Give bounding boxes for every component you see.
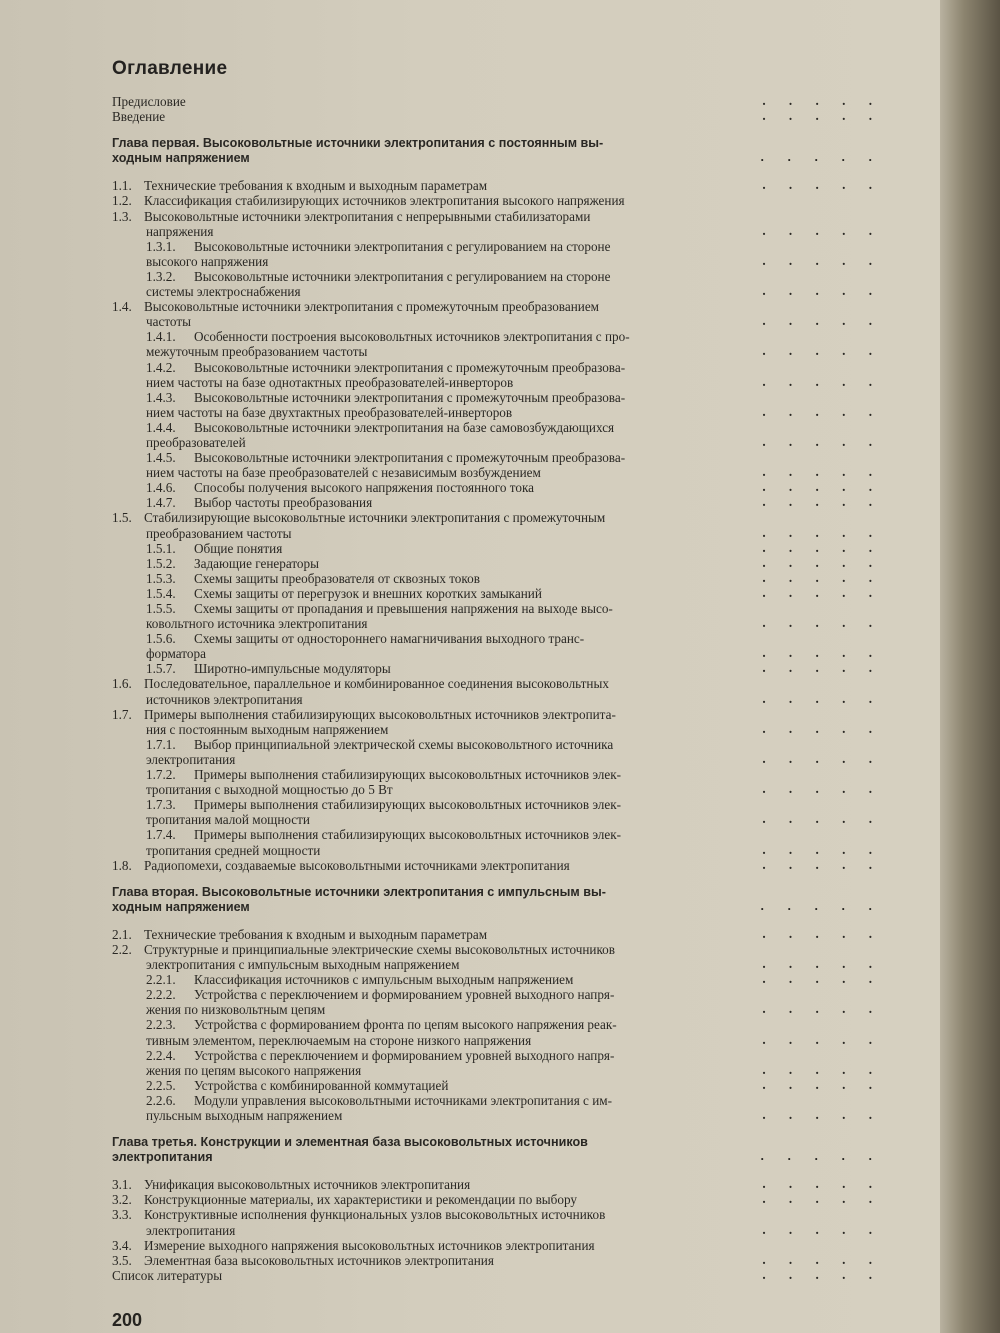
- toc-entry: [112, 510, 882, 525]
- toc-entry: [112, 495, 882, 510]
- toc-entry-number: 2.2.1.: [146, 972, 176, 988]
- toc-entry-number: 2.2.5.: [146, 1077, 176, 1093]
- toc-entry: [112, 284, 882, 299]
- toc-entry: [112, 601, 882, 616]
- dot-leader: . . . . .: [762, 1077, 882, 1092]
- toc-entry-text: Широтно-импульсные модуляторы: [194, 661, 391, 677]
- toc-entry-text: Высоковольтные источники электропитания с регулированием на стороне: [194, 238, 611, 254]
- toc-entry-number: 1.4.1.: [146, 329, 176, 345]
- toc-entry-text: Элементная база высоковольтных источников электропитания: [144, 1252, 494, 1268]
- toc-entry-text: Введение: [112, 109, 166, 125]
- toc-entry-text: Высоковольтные источники электропитания с промежуточным преобразова-: [194, 389, 626, 405]
- toc-entry-text: нием частоты на базе преобразователей с независимым возбуждением: [146, 465, 541, 481]
- toc-entry-text: Технические требования к входным и выходным параметрам: [144, 926, 488, 942]
- toc-entry: [112, 1177, 882, 1192]
- dot-leader: . . . . .: [762, 691, 882, 706]
- toc-entry-number: 1.4.7.: [146, 495, 176, 511]
- dot-leader: . . . . .: [762, 465, 882, 480]
- dot-leader: . . . . .: [762, 540, 882, 555]
- toc-entry: [112, 1048, 882, 1063]
- toc-entry-number: 2.1.: [112, 926, 132, 942]
- toc-entry-number: 3.2.: [112, 1192, 132, 1208]
- toc-entry-text: Технические требования к входным и выходным параметрам: [144, 178, 488, 194]
- toc-entry: [112, 1002, 882, 1017]
- toc-entry-text: преобразованием частоты: [146, 525, 292, 541]
- toc-entry-text: Устройства с переключением и формированием уровней выходного напря-: [194, 1047, 615, 1063]
- dot-leader: . . . . .: [762, 404, 882, 419]
- dot-leader: . . . . .: [760, 899, 882, 913]
- toc-entry: [112, 405, 882, 420]
- toc-entry: [112, 1017, 882, 1032]
- toc-entry: [112, 571, 882, 586]
- toc-entry-number: 1.3.: [112, 208, 132, 224]
- toc-entry-text: Измерение выходного напряжения высоковольтных источников электропитания: [144, 1237, 595, 1253]
- dot-leader: . . . . .: [762, 1032, 882, 1047]
- dot-leader: . . . . .: [762, 782, 882, 797]
- toc-entry: [112, 767, 882, 782]
- toc-entry-text: тивным элементом, переключаемым на стороне низкого напряжения: [146, 1032, 532, 1048]
- toc-entry-text: Примеры выполнения стабилизирующих высоковольтных источников элек-: [194, 797, 622, 813]
- toc-entry-number: 1.5.6.: [146, 631, 176, 647]
- toc-entry-number: 2.2.4.: [146, 1047, 176, 1063]
- toc-entry-text: Высоковольтные источники электропитания с регулированием на стороне: [194, 268, 611, 284]
- toc-entry-text: Модули управления высоковольтными источниками электропитания с им-: [194, 1092, 612, 1108]
- dot-leader: . . . . .: [762, 525, 882, 540]
- toc-entry: [112, 1078, 882, 1093]
- dot-leader: . . . . .: [762, 223, 882, 238]
- toc-entry: [112, 193, 882, 208]
- page-number: 200: [112, 1310, 143, 1330]
- toc-entry-text: жения по цепям высокого напряжения: [146, 1062, 362, 1078]
- dot-leader: . . . . .: [762, 1062, 882, 1077]
- toc-entry-text: нием частоты на базе двухтактных преобразователей-инверторов: [146, 404, 513, 420]
- toc-entry: [112, 1207, 882, 1222]
- toc-entry: [112, 661, 882, 676]
- toc-chapter-line: [112, 136, 882, 151]
- toc-entry-number: 3.5.: [112, 1252, 132, 1268]
- toc-entry-text: пульсным выходным напряжением: [146, 1108, 343, 1123]
- toc-entry: [112, 299, 882, 314]
- toc-entry-text: электропитания: [112, 1150, 213, 1165]
- toc-entry: [112, 344, 882, 359]
- toc-list: [112, 94, 882, 1283]
- toc-entry-number: 1.4.4.: [146, 419, 176, 435]
- toc-entry-text: Устройства с формированием фронта по цепям высокого напряжения реак-: [194, 1017, 617, 1033]
- toc-chapter-line: [112, 1135, 882, 1150]
- toc-entry-text: Устройства с комбинированной коммутацией: [194, 1077, 449, 1093]
- toc-entry: [112, 375, 882, 390]
- toc-entry: [112, 1063, 882, 1078]
- toc-entry-text: Выбор принципиальной электрической схемы высоковольтного источника: [194, 736, 614, 752]
- toc-entry: [112, 269, 882, 284]
- toc-entry-text: Высоковольтные источники электропитания с промежуточным преобразова-: [194, 359, 626, 375]
- toc-entry-text: Стабилизирующие высоковольтные источники электропитания с промежуточным: [144, 510, 606, 526]
- dot-leader: . . . . .: [762, 1177, 882, 1192]
- toc-entry: [112, 239, 882, 254]
- dot-leader: . . . . .: [762, 857, 882, 872]
- toc-entry: [112, 526, 882, 541]
- toc-entry-number: 2.2.: [112, 941, 132, 957]
- toc-entry-text: Глава вторая. Высоковольтные источники электропитания с импульсным вы-: [112, 884, 606, 899]
- toc-entry-number: 1.5.7.: [146, 661, 176, 677]
- toc-entry: [112, 812, 882, 827]
- toc-entry-text: Структурные и принципиальные электрические схемы высоковольтных источников: [144, 941, 616, 957]
- toc-entry-text: системы электроснабжения: [146, 284, 301, 300]
- toc-entry: [112, 797, 882, 812]
- dot-leader: . . . . .: [760, 1150, 882, 1164]
- toc-entry-text: Схемы защиты от пропадания и превышения напряжения на выходе высо-: [194, 601, 613, 616]
- toc-entry-text: жения по низковольтным цепям: [146, 1002, 326, 1018]
- toc-entry-number: 3.4.: [112, 1237, 132, 1253]
- dot-leader: . . . . .: [762, 1267, 882, 1282]
- toc-entry-text: Конструктивные исполнения функциональных узлов высоковольтных источников: [144, 1207, 606, 1223]
- dot-leader: . . . . .: [762, 109, 882, 124]
- toc-entry: [112, 1093, 882, 1108]
- toc-entry-text: Список литературы: [112, 1267, 223, 1283]
- toc-entry-number: 1.7.: [112, 706, 132, 722]
- toc-entry: [112, 1108, 882, 1123]
- toc-entry: [112, 420, 882, 435]
- dot-leader: . . . . .: [762, 94, 882, 108]
- dot-leader: . . . . .: [762, 434, 882, 449]
- toc-entry-number: 1.5.2.: [146, 555, 176, 571]
- toc-entry: [112, 556, 882, 571]
- dot-leader: . . . . .: [762, 661, 882, 676]
- toc-entry-text: Примеры выполнения стабилизирующих высоковольтных источников элек-: [194, 767, 622, 783]
- toc-entry: [112, 209, 882, 224]
- toc-entry: [112, 480, 882, 495]
- toc-entry: [112, 631, 882, 646]
- toc-entry-text: электропитания с импульсным выходным напряжением: [146, 957, 460, 973]
- toc-entry-text: ходным напряжением: [112, 151, 250, 166]
- dot-leader: . . . . .: [762, 1002, 882, 1017]
- toc-entry: [112, 987, 882, 1002]
- toc-entry: [112, 329, 882, 344]
- toc-entry-text: Схемы защиты от одностороннего намагничивания выходного транс-: [194, 631, 585, 647]
- toc-entry-text: Высоковольтные источники электропитания с промежуточным преобразова-: [194, 450, 626, 466]
- toc-entry-text: Высоковольтные источники электропитания на базе самовозбуждающихся: [194, 419, 615, 435]
- toc-entry-text: Высоковольтные источники электропитания с непрерывными стабилизаторами: [144, 208, 591, 224]
- toc-entry: [112, 435, 882, 450]
- toc-entry: [112, 360, 882, 375]
- toc-entry-text: высокого напряжения: [146, 253, 269, 269]
- dot-leader: . . . . .: [762, 480, 882, 495]
- toc-entry-number: 1.5.4.: [146, 585, 176, 601]
- toc-entry-text: Выбор частоты преобразования: [194, 495, 373, 511]
- toc-entry: [112, 450, 882, 465]
- toc-entry: [112, 586, 882, 601]
- dot-leader: . . . . .: [762, 1222, 882, 1237]
- dot-leader: . . . . .: [762, 253, 882, 268]
- toc-entry: [112, 1223, 882, 1238]
- toc-entry-number: 1.7.2.: [146, 767, 176, 783]
- toc-entry-text: преобразователей: [146, 434, 246, 450]
- toc-entry-text: Унификация высоковольтных источников электропитания: [144, 1177, 471, 1193]
- toc-entry-number: 1.5.1.: [146, 540, 176, 556]
- dot-leader: . . . . .: [762, 842, 882, 857]
- dot-leader: . . . . .: [762, 721, 882, 736]
- toc-entry-text: Высоковольтные источники электропитания с промежуточным преобразованием: [144, 299, 600, 315]
- toc-entry: [112, 178, 882, 193]
- toc-entry: [112, 1192, 882, 1207]
- toc-entry-text: форматора: [146, 646, 206, 662]
- toc-entry: [112, 942, 882, 957]
- dot-leader: . . . . .: [762, 616, 882, 631]
- toc-entry-text: Глава третья. Конструкции и элементная база высоковольтных источников: [112, 1135, 588, 1150]
- toc-chapter-line: [112, 900, 882, 915]
- toc-entry-number: 1.5.5.: [146, 601, 176, 616]
- dot-leader: . . . . .: [762, 570, 882, 585]
- toc-entry: [112, 827, 882, 842]
- toc-entry-text: тропитания с выходной мощностью до 5 Вт: [146, 782, 393, 798]
- toc-entry-text: Последовательное, параллельное и комбинированное соединения высоковольтных: [144, 676, 609, 692]
- toc-entry-number: 1.2.: [112, 193, 132, 209]
- toc-chapter-line: [112, 885, 882, 900]
- dot-leader: . . . . .: [762, 1192, 882, 1207]
- toc-entry-text: Глава первая. Высоковольтные источники электропитания с постоянным вы-: [112, 136, 604, 151]
- toc-entry: [112, 752, 882, 767]
- toc-entry-number: 1.3.2.: [146, 268, 176, 284]
- toc-entry: [112, 541, 882, 556]
- dot-leader: . . . . .: [762, 1108, 882, 1122]
- toc-entry: [112, 843, 882, 858]
- toc-entry-text: Задающие генераторы: [194, 555, 319, 571]
- toc-entry-text: источников электропитания: [146, 691, 303, 707]
- toc-entry-text: электропитания: [146, 1222, 236, 1238]
- toc-entry: [112, 224, 882, 239]
- toc-entry: [112, 927, 882, 942]
- toc-entry: [112, 722, 882, 737]
- toc-entry: [112, 1033, 882, 1048]
- toc-entry-number: 1.4.2.: [146, 359, 176, 375]
- toc-entry-number: 1.4.: [112, 299, 132, 315]
- toc-chapter-line: [112, 1150, 882, 1165]
- toc-entry-number: 1.5.3.: [146, 570, 176, 586]
- toc-entry: [112, 858, 882, 873]
- toc-entry-number: 1.7.1.: [146, 736, 176, 752]
- toc-entry-text: ковольтного источника электропитания: [146, 616, 368, 632]
- toc-entry-number: 1.4.5.: [146, 450, 176, 466]
- toc-entry-text: межуточным преобразованием частоты: [146, 344, 368, 360]
- toc-entry-text: Радиопомехи, создаваемые высоковольтными источниками электропитания: [144, 857, 570, 873]
- toc-entry-text: ходным напряжением: [112, 899, 250, 914]
- toc-entry-number: 1.4.3.: [146, 389, 176, 405]
- toc-entry-text: Особенности построения высоковольтных источников электропитания с про-: [194, 329, 630, 345]
- toc-entry-number: 1.5.: [112, 510, 132, 526]
- toc-entry-number: 1.8.: [112, 857, 132, 873]
- toc-entry-number: 3.3.: [112, 1207, 132, 1223]
- toc-entry-text: Классификация источников с импульсным выходным напряжением: [194, 972, 574, 988]
- toc-entry-number: 1.7.4.: [146, 827, 176, 843]
- dot-leader: . . . . .: [762, 812, 882, 827]
- toc-entry-number: 2.2.6.: [146, 1092, 176, 1108]
- toc-entry: [112, 692, 882, 707]
- toc-entry-number: 1.6.: [112, 676, 132, 692]
- toc-entry: [112, 94, 882, 109]
- dot-leader: . . . . .: [762, 495, 882, 510]
- toc-entry: [112, 254, 882, 269]
- dot-leader: . . . . .: [762, 178, 882, 193]
- toc-entry-number: 1.7.3.: [146, 797, 176, 813]
- toc-entry-text: электропитания: [146, 751, 236, 767]
- dot-leader: . . . . .: [762, 314, 882, 329]
- toc-entry-text: Схемы защиты преобразователя от сквозных токов: [194, 570, 480, 586]
- dot-leader: . . . . .: [762, 751, 882, 766]
- toc-entry-text: Схемы защиты от перегрузок и внешних коротких замыканий: [194, 585, 542, 601]
- dot-leader: . . . . .: [762, 957, 882, 972]
- toc-entry: [112, 707, 882, 722]
- toc-chapter-line: [112, 151, 882, 166]
- toc-entry-text: Устройства с переключением и формированием уровней выходного напря-: [194, 987, 615, 1003]
- dot-leader: . . . . .: [762, 374, 882, 389]
- toc-entry: [112, 1253, 882, 1268]
- toc-entry: [112, 972, 882, 987]
- toc-entry: [112, 465, 882, 480]
- toc-entry: [112, 390, 882, 405]
- toc-entry: [112, 1268, 882, 1283]
- dot-leader: . . . . .: [762, 585, 882, 600]
- dot-leader: . . . . .: [762, 344, 882, 359]
- toc-entry-text: Примеры выполнения стабилизирующих высоковольтных источников электропита-: [144, 706, 616, 722]
- toc-entry-text: Предисловие: [112, 94, 186, 109]
- dot-leader: . . . . .: [760, 151, 882, 165]
- toc-entry-number: 2.2.2.: [146, 987, 176, 1003]
- toc-entry: [112, 676, 882, 691]
- dot-leader: . . . . .: [762, 1252, 882, 1267]
- toc-entry: [112, 616, 882, 631]
- toc-entry-number: 1.1.: [112, 178, 132, 194]
- toc-entry-number: 1.4.6.: [146, 480, 176, 496]
- toc-entry-text: напряжения: [146, 223, 214, 239]
- dot-leader: . . . . .: [762, 926, 882, 941]
- toc-entry-text: Общие понятия: [194, 540, 283, 556]
- toc-entry: [112, 314, 882, 329]
- toc-entry-number: 1.3.1.: [146, 238, 176, 254]
- toc-entry: [112, 737, 882, 752]
- dot-leader: . . . . .: [762, 555, 882, 570]
- table-of-contents: [112, 58, 882, 1283]
- toc-entry-text: Классификация стабилизирующих источников электропитания высокого напряжения: [144, 193, 625, 209]
- toc-entry-text: нием частоты на базе однотактных преобразователей-инверторов: [146, 374, 514, 390]
- toc-entry-text: частоты: [146, 314, 191, 330]
- toc-entry-text: Конструкционные материалы, их характеристики и рекомендации по выбору: [144, 1192, 577, 1208]
- toc-entry-text: Способы получения высокого напряжения постоянного тока: [194, 480, 535, 496]
- toc-entry-text: Примеры выполнения стабилизирующих высоковольтных источников элек-: [194, 827, 622, 843]
- page-title: Оглавление: [112, 58, 228, 79]
- dot-leader: . . . . .: [762, 646, 882, 661]
- book-edge: [940, 0, 1000, 1333]
- toc-entry: [112, 1238, 882, 1253]
- toc-entry-number: 2.2.3.: [146, 1017, 176, 1033]
- toc-entry: [112, 957, 882, 972]
- toc-entry-text: ния с постоянным выходным напряжением: [146, 721, 389, 737]
- toc-entry: [112, 782, 882, 797]
- dot-leader: . . . . .: [762, 972, 882, 987]
- toc-entry-number: 3.1.: [112, 1177, 132, 1193]
- dot-leader: . . . . .: [762, 284, 882, 299]
- toc-entry: [112, 646, 882, 661]
- toc-entry-text: тропитания средней мощности: [146, 842, 321, 858]
- toc-entry-text: тропитания малой мощности: [146, 812, 310, 828]
- toc-entry: [112, 109, 882, 124]
